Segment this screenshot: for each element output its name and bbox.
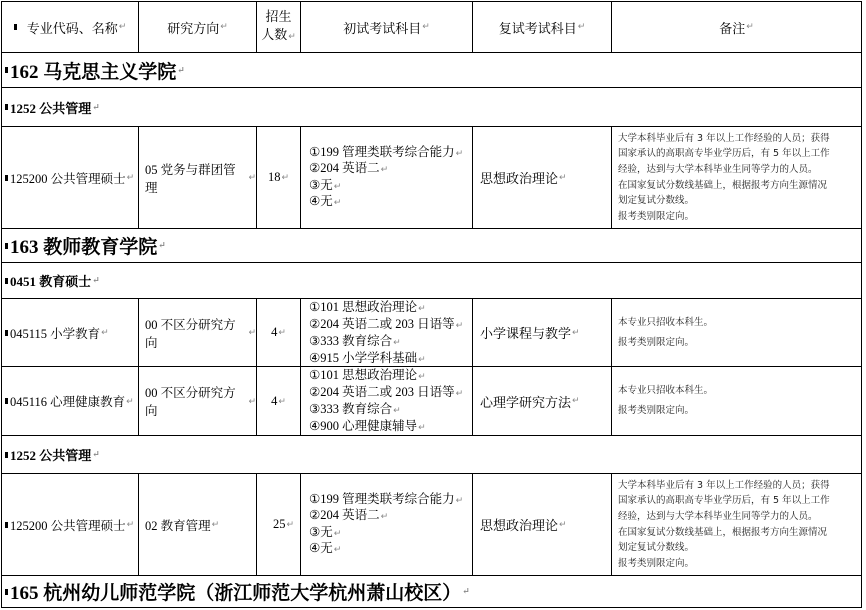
paragraph-mark-icon: ↵ bbox=[126, 395, 134, 406]
table-row-note: 大学本科毕业后有 3 年以上工作经验的人员；获得 国家承认的高职高专毕业学历后，有 5 年以上工作 经验，达到与大学本科毕业生同等学力的人员。 在国家复试分数线基础上，根据报考方向生源情况 划定复试分数线。 报考类别限定向。 bbox=[618, 132, 830, 222]
header-enroll: 招生 人数↵ bbox=[261, 9, 296, 43]
paragraph-mark-icon: ↵ bbox=[118, 22, 127, 32]
table-border bbox=[861, 1, 862, 608]
paragraph-mark-icon: ↵ bbox=[101, 327, 109, 337]
paragraph-mark-icon: ↵ bbox=[211, 519, 220, 529]
row-marker-icon bbox=[14, 20, 19, 35]
paragraph-mark-icon: ↵ bbox=[92, 449, 100, 459]
table-row-enroll: 4 ↵ bbox=[271, 393, 286, 408]
paragraph-mark-icon: ↵ bbox=[286, 519, 294, 529]
table-row-retest: 思想政治理论 ↵ bbox=[480, 172, 567, 187]
paragraph-mark-icon: ↵ bbox=[577, 22, 586, 32]
paragraph-mark-icon: ↵ bbox=[559, 172, 567, 183]
paragraph-mark-icon: ↵ bbox=[462, 586, 470, 596]
major-category-heading: 1252 公共管理 ↵ bbox=[2, 88, 861, 126]
paragraph-mark-icon: ↵ bbox=[559, 519, 567, 530]
paragraph-mark-icon: ↵ bbox=[248, 172, 256, 182]
table-row-retest: 心理学研究方法 ↵ bbox=[480, 395, 580, 411]
paragraph-mark-icon: ↵ bbox=[278, 395, 286, 406]
college-heading: 162 马克思主义学院 ↵ bbox=[2, 53, 861, 87]
table-row-note: 本专业只招收本科生。 报考类别限定向。 bbox=[618, 316, 714, 348]
table-row-note: 本专业只招收本科生。 报考类别限定向。 bbox=[618, 385, 714, 416]
table-row-retest: 小学课程与教学 ↵ bbox=[480, 327, 580, 342]
table-row-enroll: 25 ↵ bbox=[272, 517, 294, 531]
table-row-enroll: 18 ↵ bbox=[267, 170, 290, 184]
major-category-heading: 0451 教育硕士 ↵ bbox=[2, 263, 861, 298]
table-border bbox=[1, 607, 862, 608]
table-row-enroll: 4 ↵ bbox=[271, 325, 286, 339]
paragraph-mark-icon: ↵ bbox=[572, 396, 580, 406]
paragraph-mark-icon: ↵ bbox=[126, 519, 135, 529]
table-row-code-name: 045116 心理健康教育 ↵ bbox=[2, 367, 138, 435]
paragraph-mark-icon: ↵ bbox=[422, 22, 430, 32]
table-row-code-name: 045115 小学教育 ↵ bbox=[2, 299, 138, 366]
table-row-direction: 02 教育管理 ↵ bbox=[145, 518, 220, 533]
paragraph-mark-icon: ↵ bbox=[158, 240, 166, 250]
header-direction: 研究方向 ↵ bbox=[167, 21, 228, 37]
paragraph-mark-icon: ↵ bbox=[248, 327, 256, 337]
paragraph-mark-icon: ↵ bbox=[92, 275, 100, 285]
major-category-heading: 1252 公共管理 ↵ bbox=[2, 436, 861, 473]
table-row-prelim-subjects: ①199 管理类联考综合能力↵ ②204 英语二↵ ③无↵ ④无↵ bbox=[309, 144, 464, 208]
paragraph-mark-icon: ↵ bbox=[572, 327, 580, 338]
header-note: 备注 ↵ bbox=[719, 21, 754, 37]
paragraph-mark-icon: ↵ bbox=[746, 22, 754, 32]
paragraph-mark-icon: ↵ bbox=[126, 172, 135, 182]
table-row-prelim-subjects: ①101 思想政治理论↵ ②204 英语二或 203 日语等↵ ③333 教育综合↵ ④900 心理健康辅导↵ bbox=[309, 368, 464, 433]
college-heading: 165 杭州幼儿师范学院（浙江师范大学杭州萧山校区） ↵ bbox=[2, 576, 861, 607]
table-row-direction: 00 不区分研究方向 ↵ bbox=[145, 317, 256, 350]
table-row-prelim-subjects: ①101 思想政治理论↵ ②204 英语二或 203 日语等↵ ③333 教育综合↵ ④915 小学学科基础↵ bbox=[309, 299, 464, 365]
table-row-code-name: 125200 公共管理硕士 ↵ bbox=[2, 127, 138, 228]
paragraph-mark-icon: ↵ bbox=[281, 172, 290, 182]
table-row-code-name: 125200 公共管理硕士 ↵ bbox=[2, 474, 138, 575]
paragraph-mark-icon: ↵ bbox=[92, 101, 100, 112]
college-heading: 163 教师教育学院 ↵ bbox=[2, 229, 861, 262]
header-code-name: 专业代码、名称 ↵ bbox=[2, 2, 138, 52]
paragraph-mark-icon: ↵ bbox=[177, 64, 185, 75]
paragraph-mark-icon: ↵ bbox=[248, 395, 256, 406]
paragraph-mark-icon: ↵ bbox=[288, 31, 296, 42]
header-prelim: 初试考试科目 ↵ bbox=[343, 21, 430, 37]
table-row-direction: 00 不区分研究方向 ↵ bbox=[145, 386, 256, 418]
table-row-direction: 05 党务与群团管理 ↵ bbox=[145, 162, 256, 195]
header-retest: 复试考试科目 ↵ bbox=[498, 21, 586, 37]
paragraph-mark-icon: ↵ bbox=[220, 22, 228, 32]
table-row-retest: 思想政治理论 ↵ bbox=[480, 519, 567, 534]
paragraph-mark-icon: ↵ bbox=[278, 327, 286, 337]
table-row-note: 大学本科毕业后有 3 年以上工作经验的人员；获得 国家承认的高职高专毕业学历后，有 5 年以上工作 经验，达到与大学本科毕业生同等学力的人员。 在国家复试分数线基础上，根据报考方向生源情况 划定复试分数线。 报考类别限定向。 bbox=[618, 479, 830, 569]
table-row-prelim-subjects: ①199 管理类联考综合能力↵ ②204 英语二↵ ③无↵ ④无↵ bbox=[309, 491, 464, 555]
